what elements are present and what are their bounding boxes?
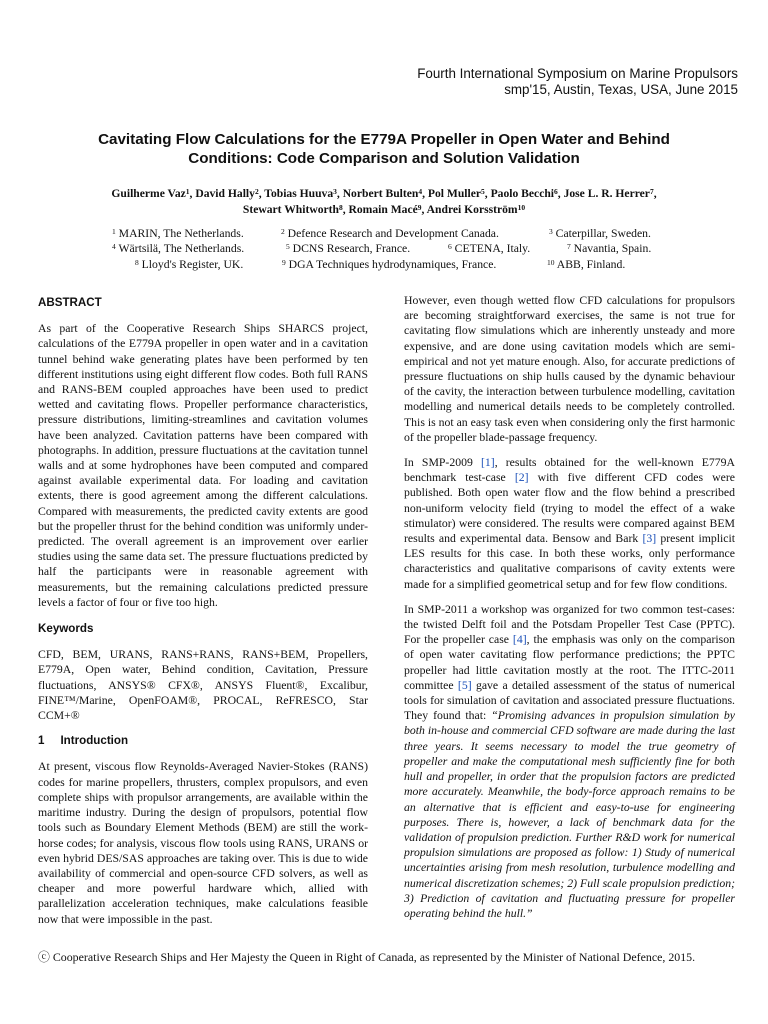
affiliation	[282, 257, 496, 272]
author-line-2: Stewart Whitworth$^8$, Romain Macé$^9$, Andrei Korsström$^{10}$	[242, 202, 526, 216]
affiliation	[286, 241, 410, 256]
affil-number: 5	[286, 242, 290, 251]
ittc-quote: “Promising advances in propulsion simulation by both in-house and commercial CFD software are made during the last three years. It seems necessary to model the true geometry of propeller and make the computational mesh sufficiently fine for both hull and propeller, in order that the propulsion factors are predicted more accurately. Meanwhile, the body-force approach remains to be an alternative that is efficient and easy-to-use for engineering purposes. There is, however, a lack of benchmark data for the validation of propulsion prediction. Further R&D work for numerical propulsion simulations are proposed as follow: 1) Study of numerical uncertainties arising from mesh resolution, turbulence modelling and numerical discretization schemes; 2) Full scale propulsion prediction; 3) Prediction of cavitation and fluctuating pressure for propeller operating behind the hull.”	[404, 709, 735, 920]
conference-venue: smp'15, Austin, Texas, USA, June 2015	[504, 82, 738, 97]
intro-paragraph-2: However, even though wetted flow CFD calculations for propulsors are becoming straightforward exercises, the same is not true for cavitating flow simulations which are inherently unsteady and more expensive, and are done using cavitation models which are semi-empirical and not yet mature enough. Also, for accurate predictions of pressure fluctuations on ship hulls caused by the dynamic behaviour of the cavity, the interaction between turbulence modelling, cavitation modelling and numerical details needs to be completely controlled. This is not an easy task even when considering only the first harmonic of the propeller blade-passage frequency.	[404, 294, 735, 444]
author-affil-mark: 5	[481, 187, 485, 196]
affiliation	[547, 257, 625, 272]
author-affil-mark: 6	[554, 187, 558, 196]
paragraph-text: In SMP-2009	[404, 456, 481, 470]
affil-number: 7	[567, 242, 571, 251]
affil-text: DGA Techniques hydrodynamiques, France.	[288, 258, 497, 271]
paragraph-text: , the emphasis was only on the comparison of open water cavitating flow performance predictions; the PPTC propeller had little cavitation mostly at the root. The ITTC-2011 committee	[404, 633, 735, 692]
author-name: David Hally	[195, 187, 255, 200]
right-column	[404, 293, 735, 921]
author-list	[40, 186, 728, 217]
conference-name: Fourth International Symposium on Marine Propulsors	[417, 66, 738, 81]
keywords-text: CFD, BEM, URANS, RANS+RANS, RANS+BEM, Propellers, E779A, Open water, Behind condition, Cavitation, Pressure fluctuations, ANSYS® CFX®, ANSYS Fluent®, Excalibur, FINE™/Marine, OpenFOAM®, PROCAL, ReFRESCO, Star CCM+®	[38, 648, 368, 723]
section-heading	[38, 733, 368, 748]
section-title: Introduction	[60, 734, 129, 748]
citation-link[interactable]: [2]	[514, 471, 529, 485]
author-affil-mark: 7	[649, 187, 654, 196]
author-affil-mark: 4	[418, 187, 423, 196]
title-line-2: Conditions: Code Comparison and Solution Validation	[188, 150, 580, 167]
affil-number: 10	[547, 258, 555, 267]
author-name: Norbert Bulten	[342, 187, 419, 200]
author-name: Stewart Whitworth	[242, 202, 339, 216]
copyright-footer: ⓒ Cooperative Research Ships and Her Majesty the Queen in Right of Canada, as represented by the Minister of National Defence, 2015.	[38, 950, 696, 964]
author-name: Jose L. R. Herrer	[563, 187, 650, 200]
affil-number: 9	[282, 258, 286, 267]
left-column	[38, 293, 368, 927]
paragraph-text: In SMP-2011 a workshop was organized for two common test-cases: the twisted Delft foil and the Potsdam Propeller Test Case (PPTC). For the propeller case	[404, 602, 735, 647]
keywords-heading: Keywords	[38, 622, 94, 636]
affil-text: CETENA, Italy.	[454, 242, 531, 255]
affiliation	[448, 241, 530, 256]
author-name: Romain Macé	[348, 202, 418, 216]
abstract-text: As part of the Cooperative Research Ships SHARCS project, calculations of the E779A propeller in open water and in a cavitation tunnel behind wake generating plates have been performed by ten different institutions using eight different flow codes. Both full RANS and RANS-BEM coupled approaches have been used to predict wetted and cavitating flows. Propeller performance characteristics, pressure distributions, limiting-streamlines and cavitation volumes have been analyzed. Cavitation patterns have been compared with photographs. In addition, pressure fluctuations at the cavitation tunnel walls and at some hydrophones have been computed and compared against available experimental data. For loading and cavitation extents, there is good agreement among the different calculations. Compared with measurements, the predicted cavity extents are good but the propeller thrust for the behind condition was uniformly under-predicted. The overall agreement is an improvement over earlier studies using the same data set. The pressure fluctuations predicted by half the participants were in reasonable agreement with measurements, but the remaining calculations predicted pressure levels a factor of four or five too high.	[38, 322, 368, 609]
paragraph-text: present implicit LES results for this case. In both these works, only performance characteristics and qualitative comparisons of cavity extents were made for a simplified geometrical setup and for few flow conditions.	[404, 532, 735, 591]
affil-number: 8	[135, 258, 139, 267]
author-name: Tobias Huuva	[264, 187, 334, 200]
conference-header	[417, 66, 738, 98]
affil-number: 2	[281, 227, 285, 236]
affil-number: 3	[549, 227, 553, 236]
paragraph-text: gave a detailed assessment of the status of numerical tools for simulation of cavitation and associated pressure fluctuations. They found that:	[404, 678, 735, 723]
affiliation	[135, 257, 243, 272]
citation-link[interactable]: [5]	[457, 678, 472, 692]
affil-text: Wärtsilä, The Netherlands.	[118, 242, 245, 255]
intro-paragraph-4	[404, 602, 735, 921]
author-affil-mark: 9	[417, 202, 422, 212]
intro-paragraph-1: At present, viscous flow Reynolds-Averaged Navier-Stokes (RANS) codes for marine propellers, thrusters, complex propulsors, and even complete ships with propulsor arrangements, are available within the maritime industry. During the design of propulsors, potential flow tools such as Boundary Element Methods (BEM) are still the work-horse codes; for analysis, viscous flow tools using RANS, URANS or even hybrid DES/SAS approaches are taking over. This is due to wide availability of commercial and open-source CFD solvers, as well as cheaper and more powerful hardware which, allied with parallelization acceleration techniques, make calculations feasible now that were impossible in the past.	[38, 760, 368, 926]
affiliation	[112, 241, 244, 256]
affiliation	[567, 241, 651, 256]
affil-number: 6	[448, 242, 452, 251]
affil-number: 4	[112, 242, 116, 251]
title-line-1: Cavitating Flow Calculations for the E779A Propeller in Open Water and Behind	[98, 131, 670, 148]
intro-paragraph-3	[404, 455, 735, 592]
author-affil-mark: 10	[517, 202, 526, 212]
abstract-heading: ABSTRACT	[38, 296, 102, 309]
affil-text: Caterpillar, Sweden.	[555, 227, 651, 240]
author-name: Pol Muller	[427, 187, 482, 200]
affil-text: DCNS Research, France.	[292, 242, 411, 255]
affil-text: Defence Research and Development Canada.	[287, 227, 499, 240]
author-affil-mark: 2	[254, 187, 259, 196]
author-name: Guilherme Vaz	[111, 187, 186, 200]
author-affil-mark: 8	[338, 202, 343, 212]
affil-number: 1	[112, 227, 116, 236]
author-line-1: Guilherme Vaz$^1$, David Hally$^2$, Tobias Huuva$^3$, Norbert Bulten$^4$, Pol Muller$^5$, Paolo Becchi$^6$, Jose L. R. Herrer$^7$,	[111, 187, 657, 200]
affil-text: Navantia, Spain.	[573, 242, 652, 255]
author-name: Paolo Becchi	[490, 187, 555, 200]
affil-text: ABB, Finland.	[556, 258, 626, 271]
citation-link[interactable]: [3]	[642, 532, 657, 546]
paragraph-text: , results obtained for the well-known E779A benchmark test-case	[404, 456, 736, 485]
affiliation	[281, 226, 499, 241]
author-affil-mark: 1	[185, 187, 190, 196]
paragraph-text: with five different CFD codes were published. Both open water flow and the flow behind a prescribed non-uniform velocity field (trying to model the effect of a wake stimulator) were considered. The results were compared against BEM results and experimental data. Bensow and Bark	[404, 471, 735, 546]
affil-text: MARIN, The Netherlands.	[118, 227, 244, 240]
author-affil-mark: 3	[333, 187, 337, 196]
section-number: 1	[38, 734, 45, 748]
paper-title	[60, 130, 708, 168]
affil-text: Lloyd's Register, UK.	[141, 258, 244, 271]
author-name: Andrei Korsström	[426, 202, 518, 216]
citation-link[interactable]: [1]	[480, 456, 495, 470]
affiliation	[549, 226, 651, 241]
affiliation	[112, 226, 244, 241]
citation-link[interactable]: [4]	[512, 633, 527, 647]
